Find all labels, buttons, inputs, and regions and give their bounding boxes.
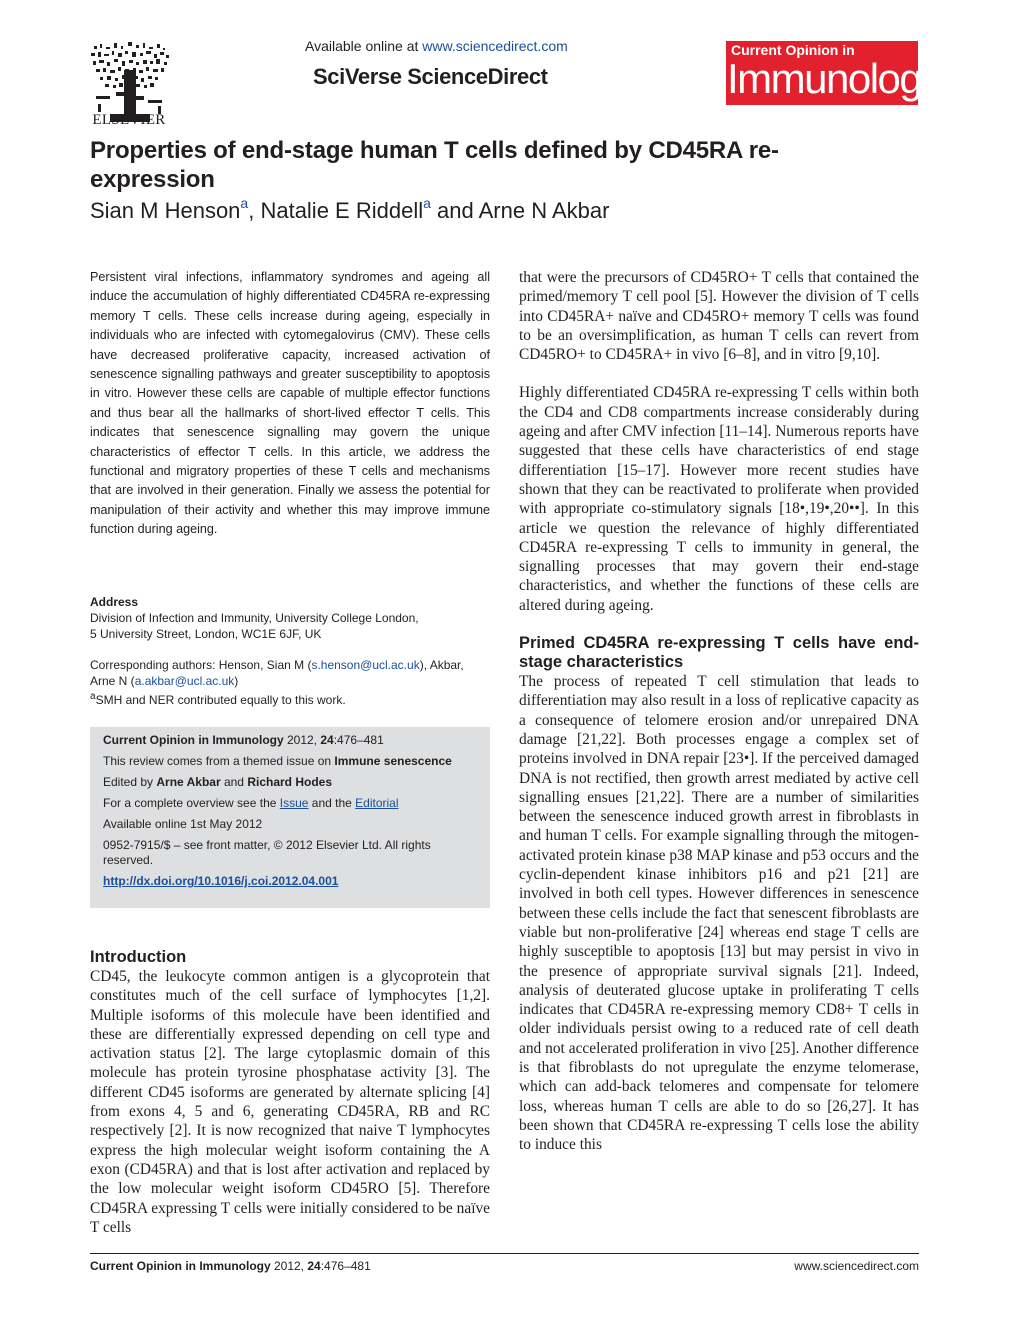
citation-journal: Current Opinion in Immunology — [103, 733, 284, 747]
introduction-text: CD45, the leukocyte common antigen is a glycoprotein that constitutes much of the cell surface of lymphocytes [1,2]. Multiple isoforms of this molecule have been identified and these are differentially expressed depending on cell type and activation status [2]. The large cytoplasmic domain of this molecule has protein tyrosine phosphatase activity [3]. The different CD45 isoforms are generated by alternate splicing [4] from exons 4, 5 and 6, generating CD45RA, RB and RC respectively [2]. It is now recognized that naive T lymphocytes express the high molecular weight isoform containing the A exon (CD45RA) and that is lost after activation and replaced by the low molecular weight isoform CD45RO [5]. Therefore CD45RA expressing T cells were initially considered to be naïve T cells — [90, 968, 490, 1236]
citation-volume: 24 — [320, 733, 334, 747]
theme-line — [103, 754, 477, 769]
citation-pages: :476–481 — [333, 733, 384, 747]
elsevier-wordmark: ELSEVIER — [92, 112, 166, 128]
article-title: Properties of end-stage human T cells defined by CD45RA re-expression — [90, 137, 779, 193]
footer-pages: :476–481 — [320, 1259, 371, 1273]
overview-line — [103, 796, 477, 811]
section-heading: Primed CD45RA re-expressing T cells have end-stage characteristics — [519, 634, 919, 672]
abstract: Persistent viral infections, inflammatory syndromes and ageing all induce the accumulation of highly differentiated CD45RA re-expressing memory T cells. These cells increase during ageing, especially in individuals who are infected with cytomegalovirus (CMV). These cells have decreased proliferative capacity, increased activation of senescence signalling pathways and greater susceptibility to apoptosis in vitro. However these cells are capable of multiple effector functions and thus bear all the hallmarks of short-lived effector T cells. This indicates that senescence signalling may govern the unique characteristics of effector T cells. In this article, we address the functional and migratory properties of these T cells and mechanisms that are involved in their generation. Finally we assess the potential for manipulation of their activity and whether this may improve immune function during ageing. — [90, 270, 490, 537]
journal-badge — [726, 41, 941, 105]
email-link-akbar[interactable]: a.akbar@ucl.ac.uk — [134, 674, 235, 688]
footer-journal: Current Opinion in Immunology — [90, 1259, 271, 1273]
edited-and: and — [220, 775, 248, 789]
address-block — [90, 594, 490, 642]
theme-name: Immune senescence — [334, 754, 452, 768]
edited-prefix: Edited by — [103, 775, 157, 789]
editor-name: Richard Hodes — [247, 775, 333, 789]
available-prefix: Available online at — [305, 38, 423, 54]
doi-link[interactable]: http://dx.doi.org/10.1016/j.coi.2012.04.001 — [103, 874, 339, 888]
footer-volume: 24 — [307, 1259, 321, 1273]
article-info-box — [90, 727, 490, 908]
body-paragraph: The process of repeated T cell stimulation that leads to differentiation may also result in a loss of replicative capacity as a consequence of telomere erosion and/or unrepaired DNA damage [21,22]. Both processes engage a complex set of proteins involved in DNA repair [23•]. If the perceived damaged DNA is not rectified, then growth arrest mediated by active cell signalling ensues [21,22]. There are a number of similarities between the senescence induced growth arrest in fibroblasts in and human T cells. For example signalling through the mitogen-activated protein kinase p38 MAP kinase and p53 occurs and the cyclin-dependent kinase inhibitors p16 and p21 [21] are involved in both cell types. However differences in senescence between these cells include the fact that senescent fibroblasts are viable but non-proliferative [24] whereas end stage T cells are highly susceptible to apoptosis [13] but may persist in vivo in the presence of appropriate survival signals [21]. Indeed, analysis of deuterated glucose uptake in proliferating T cells indicates that CD45RA re-expressing memory CD8+ T cells in older individuals persist owing to a reduced rate of cell death and not accelerated proliferation in vivo [25]. Another difference is that fibroblasts do not upregulate the enzyme telomerase, which can add-back telomeres and compensate for telomere loss, whereas human T cells are able to do so [26,27]. It has been shown that CD45RA re-expressing T cells lose the ability to induce this — [519, 673, 919, 1154]
introduction-heading: Introduction — [90, 948, 187, 966]
note-text: SMH and NER contributed equally to this work. — [95, 693, 346, 707]
author-list — [90, 196, 609, 226]
overview-prefix: For a complete overview see the — [103, 796, 280, 810]
sciencedirect-link[interactable]: www.sciencedirect.com — [422, 38, 568, 54]
author-affil-sup: a — [423, 195, 431, 211]
corresponding-block — [90, 657, 490, 708]
body-paragraph: Highly differentiated CD45RA re-expressing T cells within both the CD4 and CD8 compartments increase considerably during ageing and after CMV infection [11–14]. Numerous reports have suggested that these cells have characteristics of end stage differentiation [15–17]. However more recent studies have shown that they can be reactivated to proliferate when provided with appropriate co-stimulatory signals [18•,19•,20••]. In this article we question the relevance of highly differentiated CD45RA re-expressing T cells to immunity in general, the signalling processes that may govern their end-stage characteristics, and whether the functions of these cells are altered during ageing. — [519, 384, 919, 614]
editorial-link[interactable]: Editorial — [355, 796, 399, 810]
author-sep: and — [430, 198, 479, 223]
footer-citation — [90, 1259, 371, 1273]
journal-badge-name: Immunology — [727, 55, 941, 102]
address-line: 5 University Street, London, WC1E 6JF, UK — [90, 627, 322, 641]
corresponding-authors — [90, 657, 490, 689]
copyright-line: 0952-7915/$ – see front matter, © 2012 Elsevier Ltd. All rights reserved. — [103, 838, 431, 867]
body-paragraph: that were the precursors of CD45RO+ T cells that contained the primed/memory T cell pool [5]. However the division of T cells into CD45RA+ naïve and CD45RO+ memory T cells was found to be an oversimplification, as human T cells can revert from CD45RO+ to CD45RA+ in vivo [6–8], and in vitro [9,10]. — [519, 269, 919, 364]
citation-year: 2012, — [283, 733, 321, 747]
editors-line — [103, 775, 477, 790]
sciverse-brand: SciVerse ScienceDirect — [313, 64, 548, 89]
footer-year: 2012, — [270, 1259, 308, 1273]
author-affil-sup: a — [240, 195, 249, 211]
address-label: Address — [90, 595, 139, 609]
footer-divider — [90, 1253, 919, 1254]
overview-and: and the — [308, 796, 356, 810]
author-sep: , — [248, 198, 261, 223]
issue-link[interactable]: Issue — [279, 796, 309, 810]
corresp-suffix: ) — [234, 674, 239, 688]
author-name: Sian M Henson — [90, 198, 241, 223]
right-column — [519, 268, 919, 1154]
available-online-line — [305, 38, 568, 54]
available-date: Available online 1st May 2012 — [103, 817, 263, 831]
address-line: Division of Infection and Immunity, University College London, — [90, 611, 419, 625]
note-sup: a — [90, 691, 96, 702]
editor-name: Arne Akbar — [156, 775, 221, 789]
theme-prefix: This review comes from a themed issue on — [103, 754, 335, 768]
email-link-henson[interactable]: s.henson@ucl.ac.uk — [311, 658, 420, 672]
corresp-mid: ), Akbar, Arne N ( — [90, 658, 464, 688]
citation-line — [103, 733, 477, 748]
equal-contribution-note — [90, 689, 490, 708]
journal-badge-top: Current Opinion in — [731, 42, 855, 58]
author-name: Arne N Akbar — [478, 198, 610, 223]
corresp-prefix: Corresponding authors: Henson, Sian M ( — [90, 658, 312, 672]
footer-url[interactable]: www.sciencedirect.com — [794, 1259, 919, 1273]
author-name: Natalie E Riddell — [260, 198, 424, 223]
